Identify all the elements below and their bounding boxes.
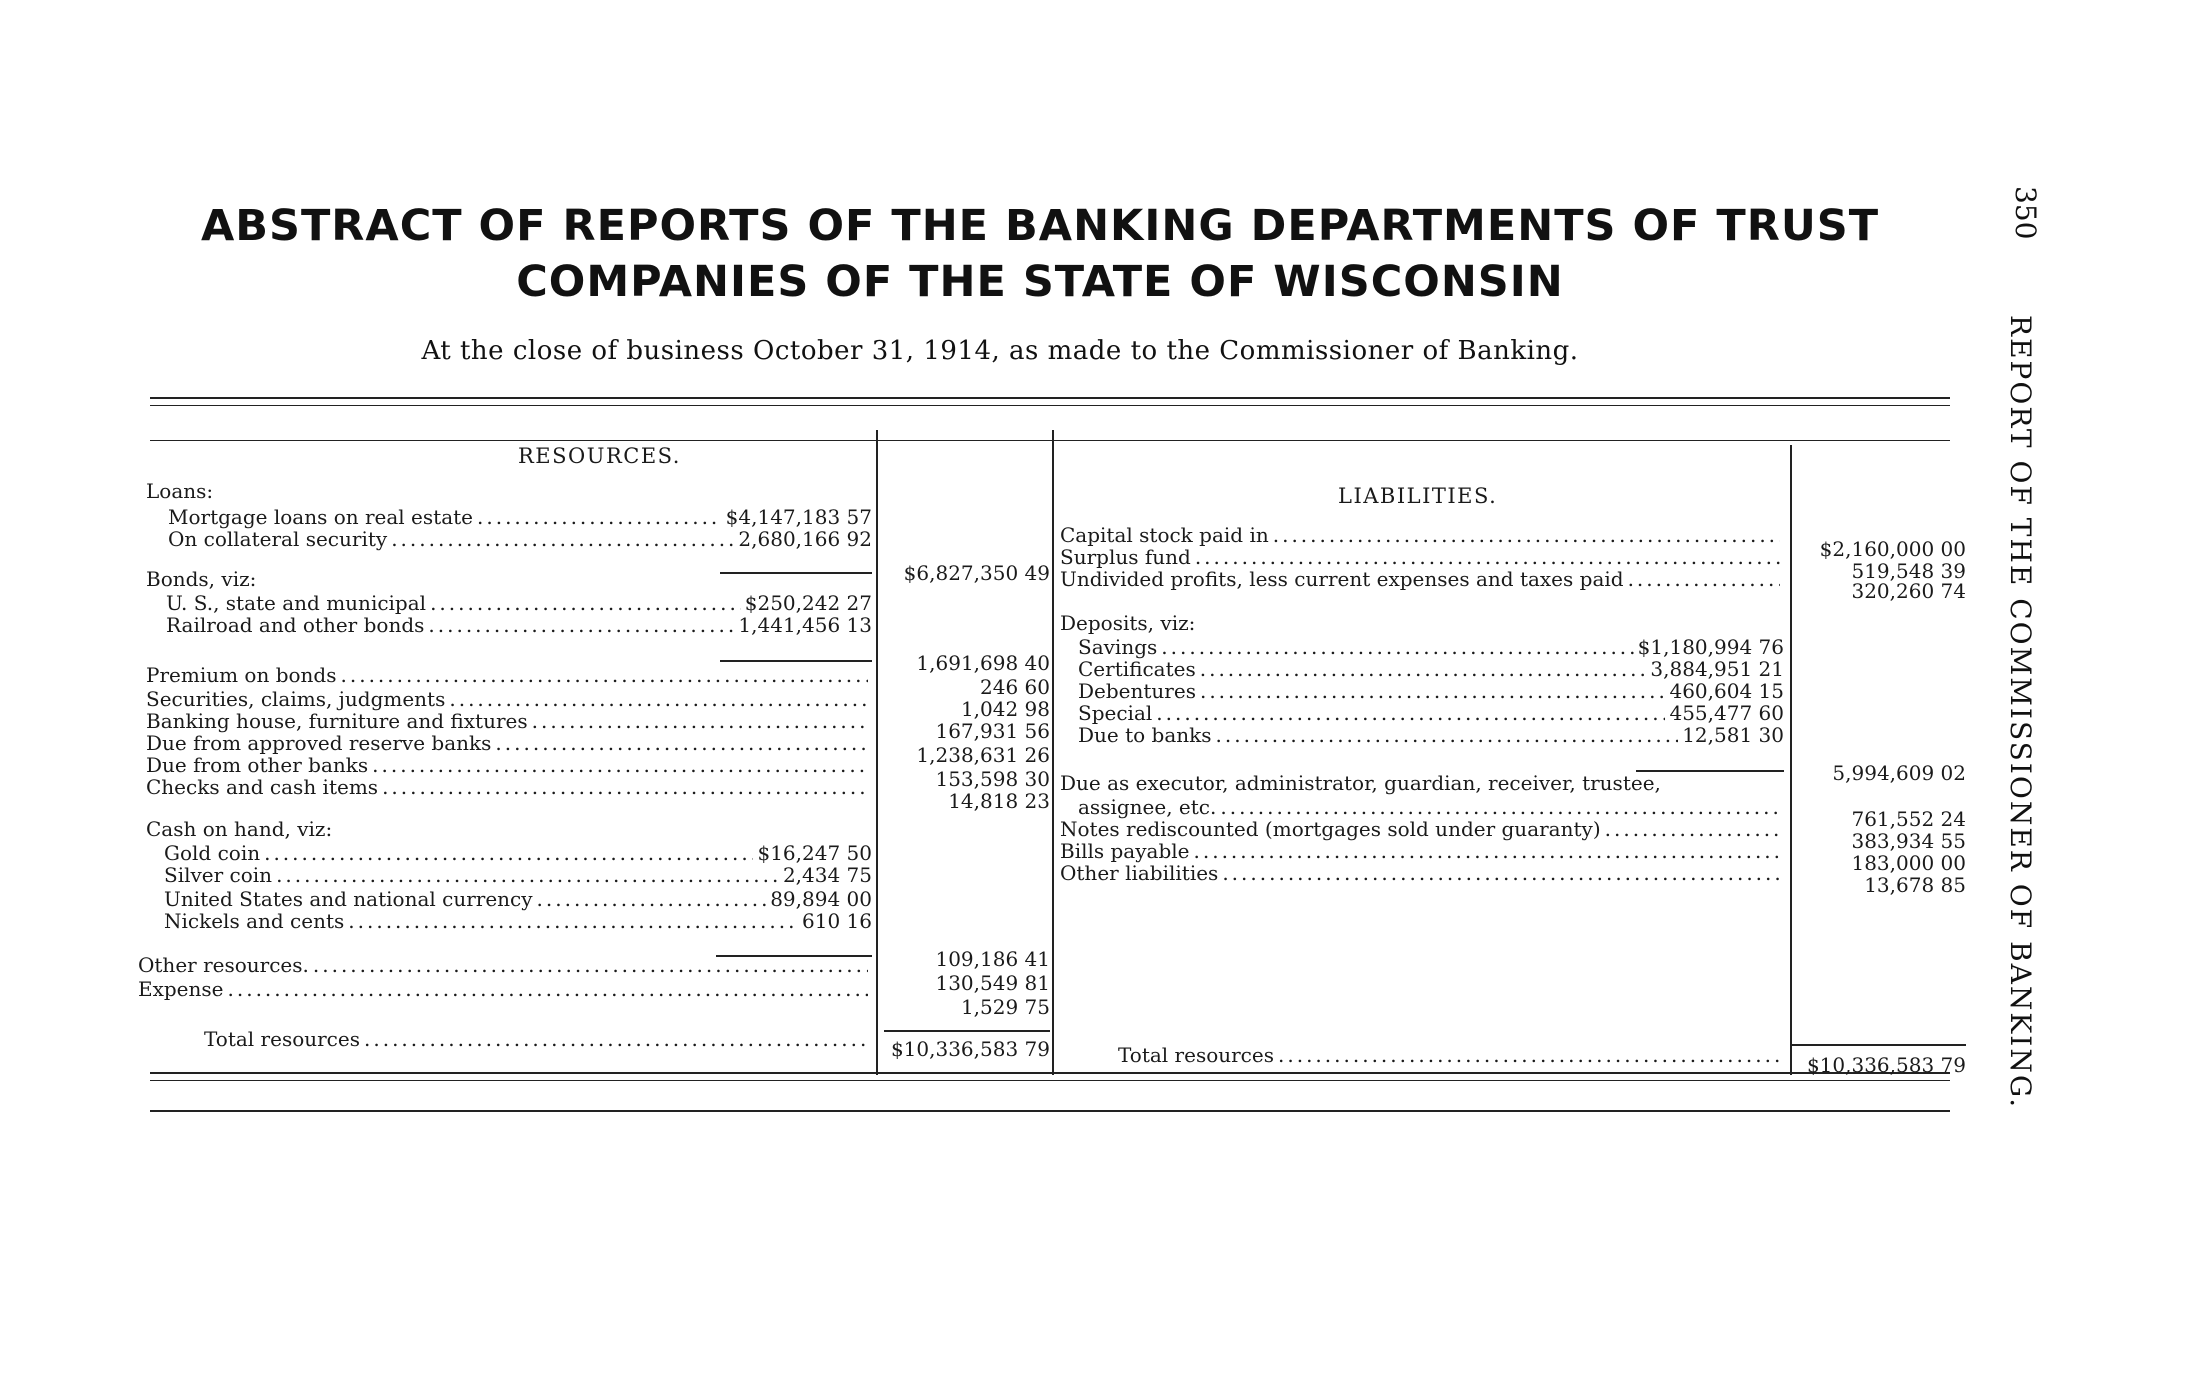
- row-label: U. S., state and municipal: [166, 591, 427, 615]
- row-amount: 460,604 15: [1669, 679, 1784, 703]
- subtotal-rule: [720, 660, 872, 662]
- banking-house-amount: 167,931 56: [935, 719, 1050, 743]
- undivided-amount: 320,260 74: [1851, 579, 1966, 603]
- premium-amount: 246 60: [980, 675, 1050, 699]
- other-liabilities-amount: 13,678 85: [1864, 873, 1966, 897]
- ledger-row: [138, 978, 872, 1000]
- ledger-row: [1060, 818, 1784, 840]
- resources-total-amount: $10,336,583 79: [890, 1037, 1050, 1061]
- row-label: Nickels and cents: [164, 909, 345, 933]
- row-label: United States and national currency: [164, 887, 533, 911]
- row-label: Banking house, furniture and fixtures: [146, 709, 528, 733]
- page-subtitle: At the close of business October 31, 1914, as made to the Commissioner of Banking.: [421, 336, 1579, 366]
- ledger-row: [1078, 636, 1784, 658]
- ledger-row: [168, 528, 872, 550]
- table-bottom-rule-3: [150, 1110, 1950, 1112]
- capital-amount: $2,160,000 00: [1819, 537, 1966, 561]
- row-label: assignee, etc.: [1078, 795, 1217, 819]
- row-label: Due to banks: [1078, 723, 1212, 747]
- column-divider: [1052, 430, 1054, 1075]
- subtotal-rule: [720, 572, 872, 574]
- ledger-row: [166, 592, 872, 614]
- ledger-row: [204, 1028, 872, 1050]
- ledger-row: [146, 710, 872, 732]
- row-label: Due from other banks: [146, 753, 369, 777]
- deposits-label: Deposits, viz:: [1060, 611, 1196, 635]
- ledger-row: [1078, 796, 1784, 818]
- row-label: Silver coin: [164, 863, 273, 887]
- row-label: Securities, claims, judgments: [146, 687, 446, 711]
- total-rule: [1790, 1044, 1966, 1046]
- ledger-row: [138, 954, 872, 976]
- row-label: Other liabilities: [1060, 861, 1219, 885]
- other-resources-amount: 130,549 81: [935, 971, 1050, 995]
- bonds-label: Bonds, viz:: [146, 567, 257, 591]
- row-label: Premium on bonds: [146, 663, 337, 687]
- row-label: On collateral security: [168, 527, 388, 551]
- deposits-total: 5,994,609 02: [1832, 761, 1966, 785]
- row-amount: 89,894 00: [770, 887, 872, 911]
- table-top-rule-3: [150, 440, 1950, 441]
- expense-amount: 1,529 75: [960, 995, 1050, 1019]
- row-label: Special: [1078, 701, 1153, 725]
- ledger-row: [1078, 680, 1784, 702]
- bills-amount: 183,000 00: [1851, 851, 1966, 875]
- ledger-row: [1060, 524, 1784, 546]
- table-top-rule: [150, 397, 1950, 399]
- row-label: Other resources.: [138, 953, 309, 977]
- checks-amount: 14,818 23: [948, 789, 1050, 813]
- ledger-row: [1078, 702, 1784, 724]
- row-amount: $4,147,183 57: [725, 505, 872, 529]
- resources-heading: RESOURCES.: [518, 444, 681, 468]
- row-label: Mortgage loans on real estate: [168, 505, 473, 529]
- row-label: Certificates: [1078, 657, 1196, 681]
- ledger-row: [1060, 546, 1784, 568]
- bonds-total: 1,691,698 40: [916, 651, 1050, 675]
- running-head: REPORT OF THE COMMISSIONER OF BANKING.: [2004, 315, 2037, 1110]
- row-label: Total resources: [204, 1027, 360, 1051]
- ledger-row: [164, 888, 872, 910]
- row-label: Debentures: [1078, 679, 1196, 703]
- row-amount: 610 16: [802, 909, 872, 933]
- row-amount: $16,247 50: [757, 841, 872, 865]
- ledger-row: [1060, 568, 1784, 590]
- row-label: Total resources: [1118, 1043, 1274, 1067]
- ledger-row: [146, 754, 872, 776]
- table-bottom-rule-2: [150, 1080, 1950, 1081]
- surplus-amount: 519,548 39: [1851, 559, 1966, 583]
- page-title-line-2: COMPANIES OF THE STATE OF WISCONSIN: [516, 257, 1564, 307]
- row-amount: $1,180,994 76: [1637, 635, 1784, 659]
- total-rule: [884, 1030, 1050, 1032]
- liabilities-total-amount: $10,336,583 79: [1806, 1053, 1966, 1077]
- ledger-row: [146, 732, 872, 754]
- row-label: Undivided profits, less current expenses and taxes paid: [1060, 567, 1624, 591]
- other-banks-amount: 153,598 30: [935, 767, 1050, 791]
- row-label: Expense: [138, 977, 224, 1001]
- row-label: Checks and cash items: [146, 775, 379, 799]
- row-amount: 12,581 30: [1682, 723, 1784, 747]
- page-number: 350: [2009, 186, 2042, 240]
- row-amount: 455,477 60: [1669, 701, 1784, 725]
- cash-total: 109,186 41: [935, 947, 1050, 971]
- liabilities-heading: LIABILITIES.: [1338, 484, 1498, 508]
- row-amount: $250,242 27: [744, 591, 872, 615]
- ledger-row: [166, 614, 872, 636]
- row-label: Railroad and other bonds: [166, 613, 425, 637]
- loans-total: $6,827,350 49: [903, 561, 1050, 585]
- page-title-line-1: ABSTRACT OF REPORTS OF THE BANKING DEPARTMENTS OF TRUST: [200, 201, 1880, 251]
- row-label: Bills payable: [1060, 839, 1190, 863]
- loans-label: Loans:: [146, 479, 214, 503]
- cash-label: Cash on hand, viz:: [146, 817, 333, 841]
- ledger-row: [164, 842, 872, 864]
- row-label: Notes rediscounted (mortgages sold under guaranty): [1060, 817, 1601, 841]
- column-divider: [876, 430, 878, 1075]
- ledger-row: [1118, 1044, 1784, 1066]
- row-amount: 2,434 75: [782, 863, 872, 887]
- row-amount: 1,441,456 13: [738, 613, 872, 637]
- row-amount: 2,680,166 92: [738, 527, 872, 551]
- securities-amount: 1,042 98: [960, 697, 1050, 721]
- table-bottom-rule: [150, 1072, 1950, 1074]
- row-amount: 3,884,951 21: [1650, 657, 1784, 681]
- table-top-rule-2: [150, 405, 1950, 406]
- row-label: Surplus fund: [1060, 545, 1191, 569]
- reserve-banks-amount: 1,238,631 26: [916, 743, 1050, 767]
- ledger-row: [164, 864, 872, 886]
- notes-amount: 383,934 55: [1851, 829, 1966, 853]
- row-label: Due from approved reserve banks: [146, 731, 492, 755]
- row-label: Capital stock paid in: [1060, 523, 1269, 547]
- ledger-row: [146, 688, 872, 710]
- executor-amount: 761,552 24: [1851, 807, 1966, 831]
- ledger-row: [168, 506, 872, 528]
- column-divider: [1790, 445, 1792, 1075]
- ledger-row: [1060, 862, 1784, 884]
- ledger-row: [164, 910, 872, 932]
- row-label: Gold coin: [164, 841, 261, 865]
- executor-label-line-1: Due as executor, administrator, guardian, receiver, trustee,: [1060, 771, 1661, 795]
- row-label: Savings: [1078, 635, 1158, 659]
- ledger-row: [1078, 724, 1784, 746]
- ledger-row: [146, 776, 872, 798]
- ledger-row: [1060, 840, 1784, 862]
- ledger-row: [146, 664, 872, 686]
- ledger-row: [1078, 658, 1784, 680]
